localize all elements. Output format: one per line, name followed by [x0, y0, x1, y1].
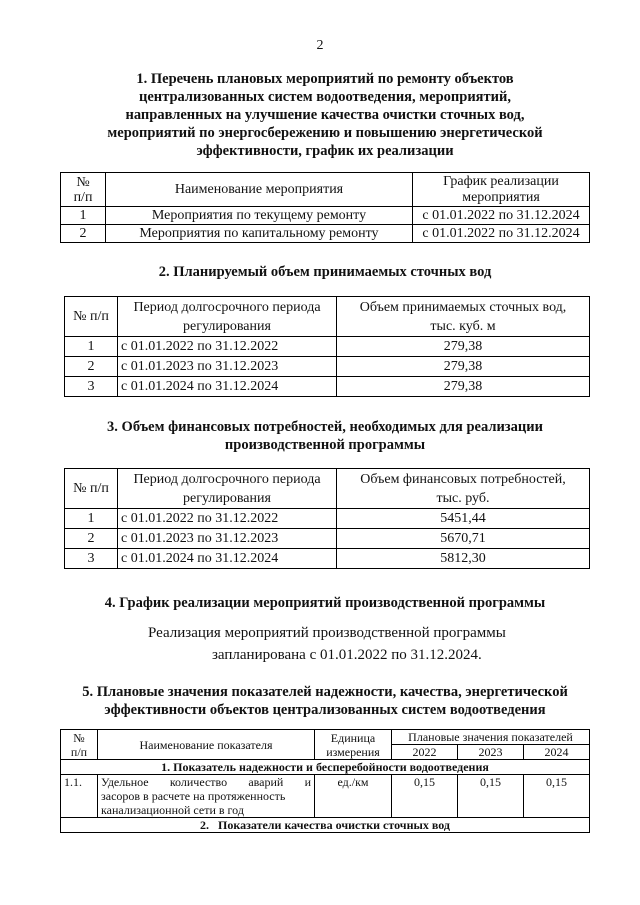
col-value-header: [337, 297, 590, 337]
header-line: тыс. куб. м: [430, 318, 496, 334]
row-value-2022: 0,15: [392, 775, 458, 818]
indicators-table: [60, 729, 590, 833]
col-period-header: [118, 469, 337, 509]
row-value: 279,38: [337, 377, 590, 397]
col-unit-header: [315, 730, 392, 760]
row-num: 1: [65, 337, 118, 357]
table-row: [61, 207, 590, 225]
col-schedule-header: [413, 173, 590, 207]
col-plan-header: Плановые значения показателей: [392, 730, 590, 745]
row-num: 2: [65, 357, 118, 377]
row-num: 1: [61, 207, 106, 225]
heading-line: 3. Объем финансовых потребностей, необходимых для реализации: [107, 419, 543, 435]
header-line: Единица: [330, 730, 376, 745]
heading-line: 5. Плановые значения показателей надежности, качества, энергетической: [82, 684, 568, 700]
section1-heading: [60, 70, 590, 160]
row-period: с 01.01.2022 по 31.12.2022: [118, 337, 337, 357]
row-period: с 01.01.2024 по 31.12.2024: [118, 549, 337, 569]
row-num: 1.1.: [61, 775, 98, 818]
name-line: канализационной сети в год: [101, 803, 244, 817]
row-num: 2: [65, 529, 118, 549]
heading-line: направленных на улучшение качества очистки сточных вод,: [125, 107, 525, 123]
section4-heading: 4. График реализации мероприятий производственной программы: [104, 595, 546, 611]
section4-text-line1: Реализация мероприятий производственной программы: [148, 625, 506, 641]
header-line: регулирования: [183, 318, 271, 334]
table-header-row: [65, 469, 590, 509]
row-name: Мероприятия по текущему ремонту: [106, 207, 413, 225]
name-line: Удельное количество аварий и: [101, 775, 311, 789]
table-row: [65, 357, 590, 377]
name-line: засоров в расчете на протяженность: [101, 789, 286, 803]
heading-line: производственной программы: [224, 437, 426, 453]
table-row: [65, 337, 590, 357]
col-num-header: № п/п: [65, 297, 118, 337]
header-line: Период долгосрочного периода: [133, 299, 321, 315]
page-number: 2: [316, 38, 324, 53]
group-row: [61, 818, 590, 833]
section2-heading: 2. Планируемый объем принимаемых сточных вод: [158, 264, 492, 280]
group-row: [61, 760, 590, 775]
table-row: [65, 377, 590, 397]
row-schedule: с 01.01.2022 по 31.12.2024: [413, 207, 590, 225]
col-num-header: № п/п: [65, 469, 118, 509]
table-row: [65, 549, 590, 569]
activities-table: [60, 172, 590, 243]
table-header-row: [65, 297, 590, 337]
row-value: 5451,44: [337, 509, 590, 529]
row-num: 1: [65, 509, 118, 529]
heading-line: централизованных систем водоотведения, мероприятий,: [139, 89, 511, 105]
table-row: [61, 775, 590, 818]
wastewater-volume-table: [64, 296, 590, 397]
table-row: [65, 529, 590, 549]
col-year-header: 2022: [392, 745, 458, 760]
col-num-header: [61, 173, 106, 207]
header-line: тыс. руб.: [436, 490, 490, 506]
col-year-header: 2023: [458, 745, 524, 760]
header-line: мероприятия: [462, 189, 540, 205]
row-schedule: с 01.01.2022 по 31.12.2024: [413, 225, 590, 243]
row-num: 2: [61, 225, 106, 243]
header-line: п/п: [70, 744, 88, 759]
group-title: 1. Показатель надежности и бесперебойности водоотведения: [61, 760, 590, 775]
row-value: 5812,30: [337, 549, 590, 569]
header-line: №: [76, 174, 90, 190]
header-line: Период долгосрочного периода: [133, 471, 321, 487]
row-period: с 01.01.2023 по 31.12.2023: [118, 357, 337, 377]
table-header-row: [61, 730, 590, 745]
section5-heading: [60, 683, 590, 719]
heading-line: мероприятий по энергосбережению и повышению энергетической: [107, 125, 543, 141]
col-name-header: Наименование показателя: [98, 730, 315, 760]
header-line: Объем финансовых потребностей,: [360, 471, 566, 487]
table-header-row: [61, 173, 590, 207]
col-value-header: [337, 469, 590, 509]
col-year-header: 2024: [524, 745, 590, 760]
heading-line: 1. Перечень плановых мероприятий по ремонту объектов: [136, 71, 514, 87]
row-num: 3: [65, 549, 118, 569]
header-line: График реализации: [443, 173, 559, 189]
heading-line: эффективности объектов централизованных систем водоотведения: [104, 702, 546, 718]
row-num: 3: [65, 377, 118, 397]
table-row: [61, 225, 590, 243]
col-num-header: [61, 730, 98, 760]
table-row: [65, 509, 590, 529]
row-value-2024: 0,15: [524, 775, 590, 818]
row-value: 279,38: [337, 337, 590, 357]
row-value-2023: 0,15: [458, 775, 524, 818]
col-name-header: Наименование мероприятия: [106, 173, 413, 207]
section3-heading: [60, 418, 590, 454]
group-title: 2. Показатели качества очистки сточных вод: [61, 818, 590, 833]
section4-text-line2: запланирована с 01.01.2022 по 31.12.2024.: [212, 647, 482, 663]
header-line: измерения: [326, 744, 380, 759]
row-name: Мероприятия по капитальному ремонту: [106, 225, 413, 243]
row-value: 5670,71: [337, 529, 590, 549]
header-line: п/п: [73, 189, 93, 205]
row-period: с 01.01.2023 по 31.12.2023: [118, 529, 337, 549]
col-period-header: [118, 297, 337, 337]
header-line: №: [73, 730, 85, 745]
heading-line: эффективности, график их реализации: [196, 143, 454, 159]
financial-needs-table: [64, 468, 590, 569]
row-period: с 01.01.2022 по 31.12.2022: [118, 509, 337, 529]
header-line: Объем принимаемых сточных вод,: [359, 299, 567, 315]
header-line: регулирования: [183, 490, 271, 506]
row-unit: ед./км: [315, 775, 392, 818]
row-period: с 01.01.2024 по 31.12.2024: [118, 377, 337, 397]
row-name: [98, 775, 315, 818]
row-value: 279,38: [337, 357, 590, 377]
